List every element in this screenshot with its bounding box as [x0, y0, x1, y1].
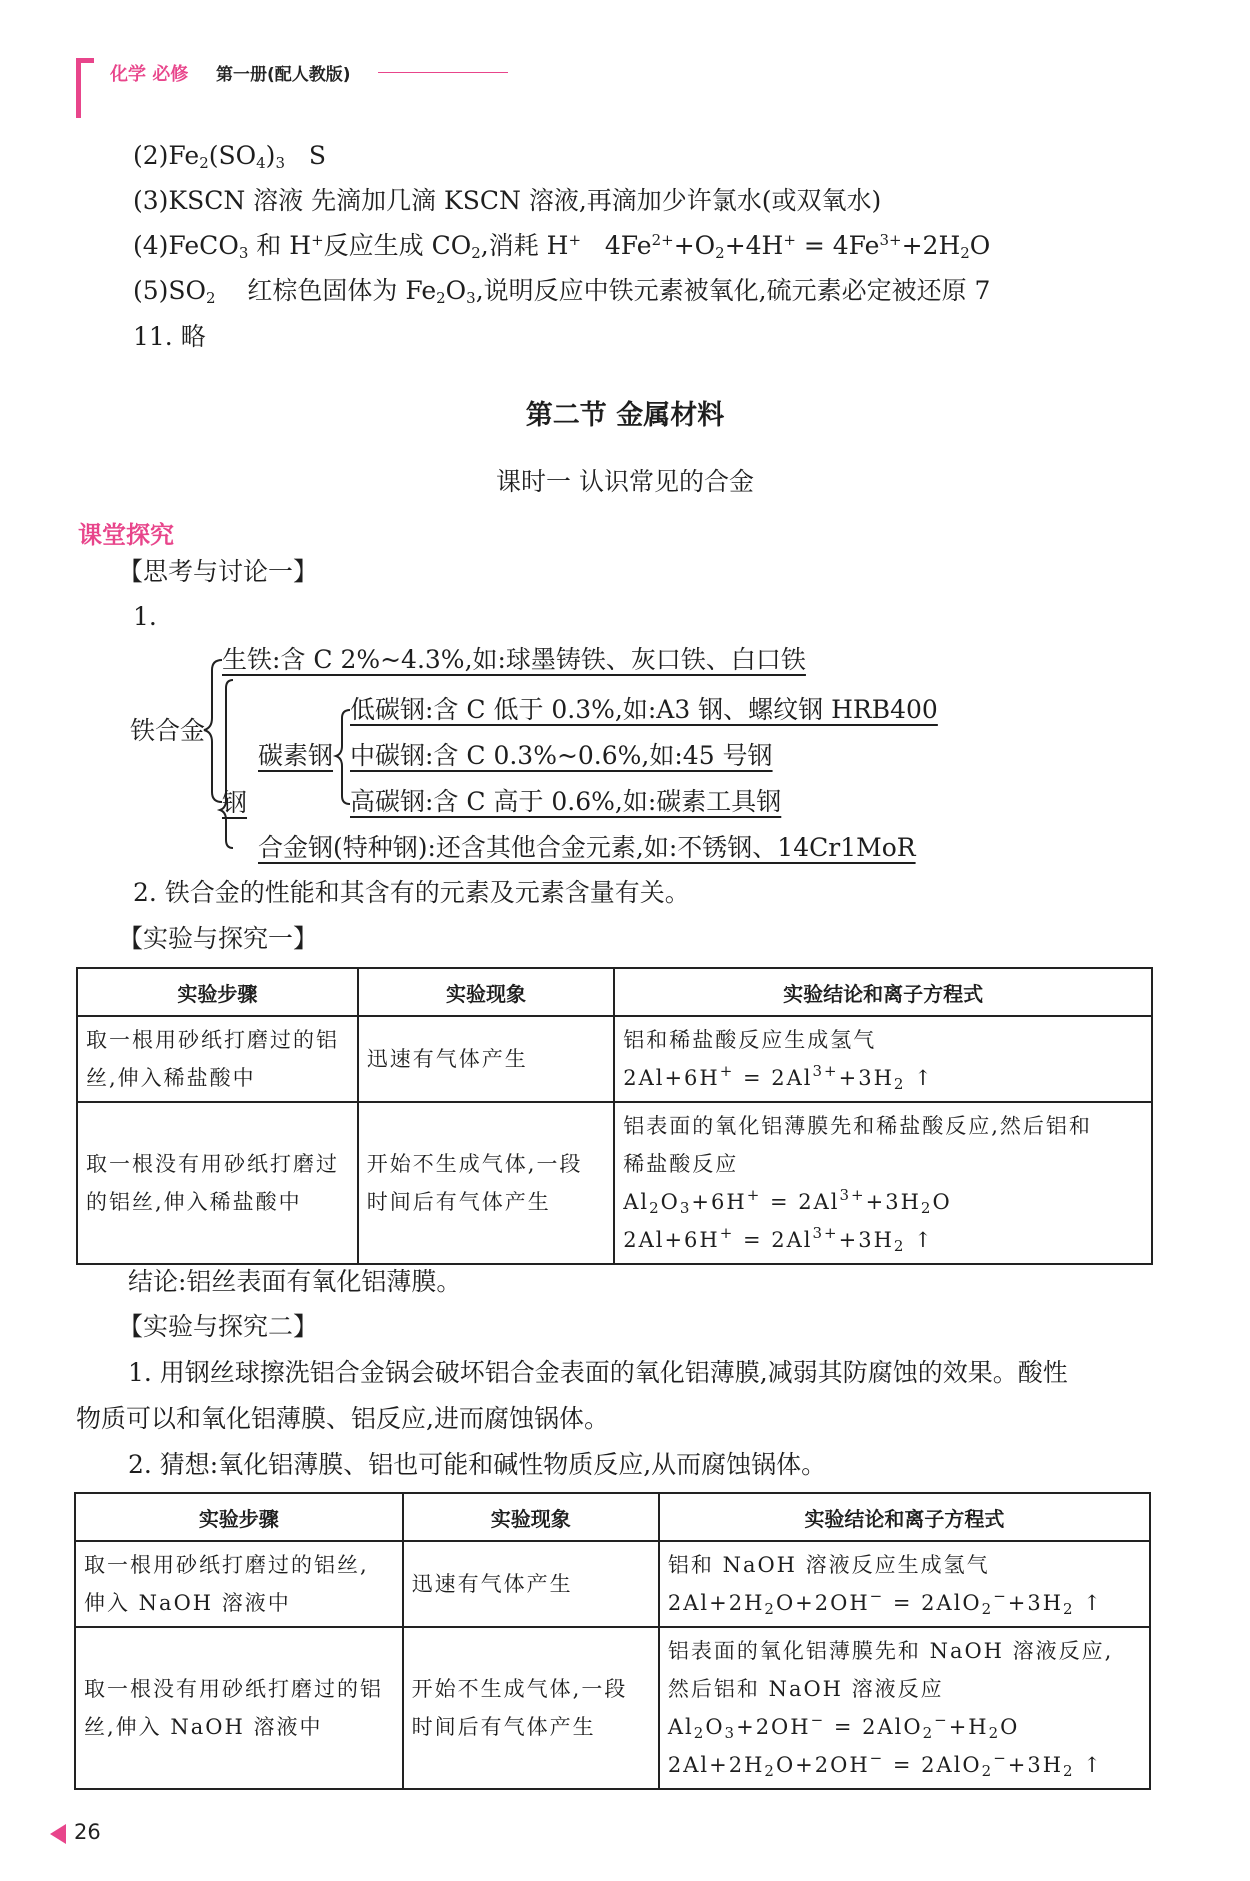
discussion1-number: 1.	[133, 602, 157, 631]
ionic-equation: $2Al+6H^+ = 2Al^{3+}+3H_2$ ↑	[623, 1224, 934, 1255]
phenomenon-cell: 迅速有气体产生	[358, 1016, 614, 1102]
step-cell: 取一根没有用砂纸打磨过 的铝丝,伸入稀盐酸中	[77, 1102, 358, 1264]
tree-steel: 钢	[222, 788, 248, 817]
experiment1-heading: 【实验与探究一】	[118, 924, 319, 953]
table-row	[77, 1102, 1152, 1264]
answer-2: $(2)Fe_2(SO_4)_3$ S	[133, 141, 326, 172]
header-book-title: 第一册(配人教版)	[216, 65, 351, 85]
brace-iron-alloy	[204, 660, 222, 802]
answer-3: (3)KSCN 溶液 先滴加几滴 KSCN 溶液,再滴加少许氯水(或双氧水)	[133, 186, 882, 215]
discussion1-heading: 【思考与讨论一】	[118, 557, 319, 586]
header-subject: 化学 必修	[110, 64, 189, 85]
col-header-conclusion: 实验结论和离子方程式	[614, 968, 1152, 1016]
experiment2-heading: 【实验与探究二】	[118, 1312, 319, 1341]
tree-low-carbon-steel: 低碳钢:含 C 低于 0.3%,如:A3 钢、螺纹钢 HRB400	[350, 695, 938, 724]
section-title: 第二节 金属材料	[525, 400, 725, 431]
experiment2-paragraph2: 2. 猜想:氧化铝薄膜、铝也可能和碱性物质反应,从而腐蚀锅体。	[128, 1450, 827, 1479]
answer-11: 11. 略	[133, 322, 206, 351]
conclusion-cell: 铝和 NaOH 溶液反应生成氢气 $2Al+2H_2O+2OH^- = 2AlO_2^-+3H_2$ ↑	[659, 1541, 1150, 1627]
experiment1-table	[76, 967, 1153, 1265]
answer-5: $(5)SO_2$ 红棕色固体为 $Fe_2O_3$,说明反应中铁元素被氧化,硫元素必定被还原 7	[133, 276, 991, 307]
table-header-row	[75, 1493, 1150, 1541]
answer-4: (4)FeCO$_3$ 和 H+反应生成 $CO_2$,消耗 H+ $4Fe^{2+}+O_2+4H^+ = 4Fe^{3+}+2H_2O$	[133, 231, 991, 262]
experiment2-paragraph1-line2: 物质可以和氧化铝薄膜、铝反应,进而腐蚀锅体。	[76, 1404, 609, 1433]
table-row	[77, 1016, 1152, 1102]
lesson-title: 课时一 认识常见的合金	[496, 467, 754, 496]
col-header-phenomenon: 实验现象	[403, 1493, 659, 1541]
page-marker-triangle-icon	[50, 1824, 66, 1844]
experiment2-table	[74, 1492, 1151, 1790]
table-row	[75, 1627, 1150, 1789]
ionic-equation: $2Al+6H^+ = 2Al^{3+}+3H_2$ ↑	[623, 1062, 934, 1093]
conclusion-cell: 铝和稀盐酸反应生成氢气 $2Al+6H^+ = 2Al^{3+}+3H_2$ ↑	[614, 1016, 1152, 1102]
phenomenon-cell: 开始不生成气体,一段 时间后有气体产生	[403, 1627, 659, 1789]
col-header-phenomenon: 实验现象	[358, 968, 614, 1016]
experiment1-conclusion: 结论:铝丝表面有氧化铝薄膜。	[128, 1267, 462, 1296]
tree-pig-iron: 生铁:含 C 2%~4.3%,如:球墨铸铁、灰口铁、白口铁	[222, 645, 806, 674]
ionic-equation: $2Al+2H_2O+2OH^- = 2AlO_2^-+3H_2$ ↑	[667, 1749, 1103, 1780]
table-row	[75, 1541, 1150, 1627]
col-header-step: 实验步骤	[75, 1493, 403, 1541]
col-header-step: 实验步骤	[77, 968, 358, 1016]
phenomenon-cell: 开始不生成气体,一段 时间后有气体产生	[358, 1102, 614, 1264]
conclusion-cell: 铝表面的氧化铝薄膜先和稀盐酸反应,然后铝和 稀盐酸反应 $Al_2O_3+6H^+ = 2Al^{3+}+3H_2O$ $2Al+6H^+ = 2Al^{3+}+3H_2$ ↑	[614, 1102, 1152, 1264]
tree-high-carbon-steel: 高碳钢:含 C 高于 0.6%,如:碳素工具钢	[350, 787, 782, 816]
step-cell: 取一根用砂纸打磨过的铝丝, 伸入 NaOH 溶液中	[75, 1541, 403, 1627]
tree-root-iron-alloy: 铁合金	[130, 716, 206, 745]
discussion1-item2: 2. 铁合金的性能和其含有的元素及元素含量有关。	[133, 878, 690, 907]
ionic-equation: $Al_2O_3+6H^+ = 2Al^{3+}+3H_2O$	[623, 1186, 952, 1217]
ionic-equation: $2Al+2H_2O+2OH^- = 2AlO_2^-+3H_2$ ↑	[667, 1587, 1103, 1618]
tree-mid-carbon-steel: 中碳钢:含 C 0.3%~0.6%,如:45 号钢	[350, 741, 773, 770]
explore-label: 课堂探究	[78, 521, 174, 549]
experiment2-paragraph1-line1: 1. 用钢丝球擦洗铝合金锅会破坏铝合金表面的氧化铝薄膜,减弱其防腐蚀的效果。酸性	[128, 1358, 1068, 1387]
conclusion-cell: 铝表面的氧化铝薄膜先和 NaOH 溶液反应, 然后铝和 NaOH 溶液反应 $Al_2O_3+2OH^- = 2AlO_2^-+H_2O$ $2Al+2H_2O+2OH^- = 2AlO_2^-+3H_2$ ↑	[659, 1627, 1150, 1789]
tree-carbon-steel: 碳素钢	[258, 741, 334, 770]
tree-alloy-steel: 合金钢(特种钢):还含其他合金元素,如:不锈钢、14Cr1MoR	[258, 833, 916, 862]
step-cell: 取一根用砂纸打磨过的铝 丝,伸入稀盐酸中	[77, 1016, 358, 1102]
page-number: 26	[74, 1820, 101, 1844]
brace-carbon-steel	[336, 710, 350, 804]
brace-steel	[220, 680, 233, 848]
phenomenon-cell: 迅速有气体产生	[403, 1541, 659, 1627]
table-header-row	[77, 968, 1152, 1016]
ionic-equation: $Al_2O_3+2OH^- = 2AlO_2^-+H_2O$	[667, 1711, 1020, 1742]
step-cell: 取一根没有用砂纸打磨过的铝 丝,伸入 NaOH 溶液中	[75, 1627, 403, 1789]
col-header-conclusion: 实验结论和离子方程式	[659, 1493, 1150, 1541]
